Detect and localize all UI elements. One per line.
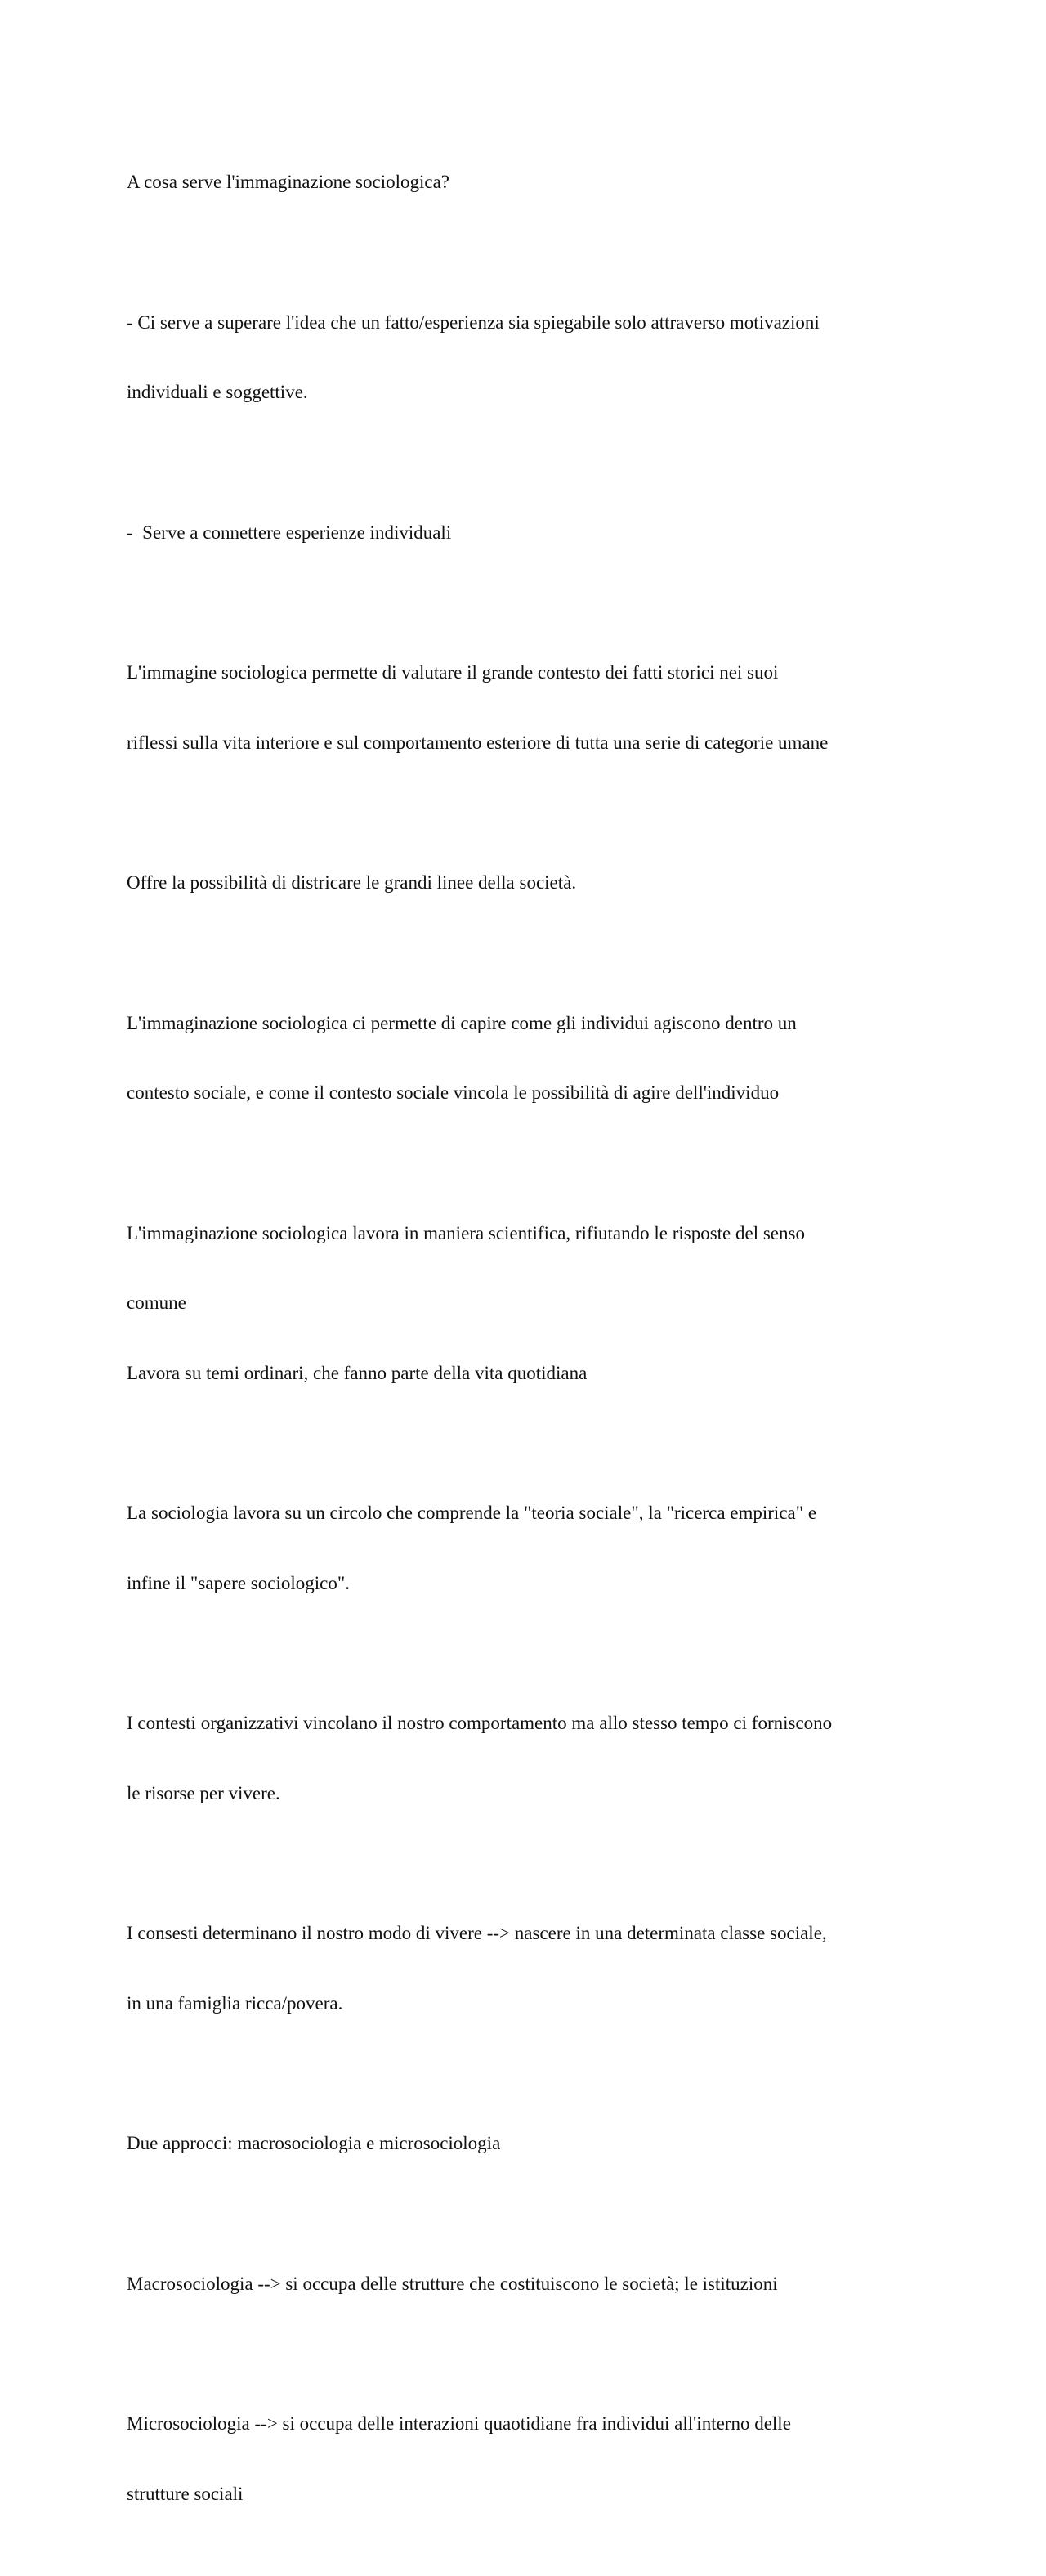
text-line: riflessi sulla vita interiore e sul comportamento esteriore di tutta una serie di categorie umane (127, 732, 829, 753)
text-line: Macrosociologia --> si occupa delle strutture che costituiscono le società; le istituzioni (127, 2273, 778, 2294)
paragraph-unravel-society (127, 825, 936, 942)
text-line: comune (127, 1292, 186, 1313)
paragraph-overcome-individual (127, 265, 936, 451)
text-line: A cosa serve l'immaginazione sociologica? (127, 172, 450, 192)
text-line: - Serve a connettere esperienze individuali (127, 522, 452, 543)
text-line: individuali e soggettive. (127, 382, 308, 402)
text-line: L'immagine sociologica permette di valutare il grande contesto dei fatti storici nei suoi (127, 662, 779, 683)
paragraph-contexts-determine (127, 1875, 936, 2062)
text-line: L'immaginazione sociologica lavora in maniera scientifica, rifiutando le risposte del senso (127, 1222, 805, 1243)
text-line: Offre la possibilità di districare le grandi linee della società. (127, 872, 577, 893)
paragraph-microsociology (127, 2366, 936, 2552)
paragraph-macrosociology (127, 2226, 936, 2343)
paragraph-sociological-image (127, 615, 936, 801)
paragraph-question (127, 124, 936, 241)
text-line: le risorse per vivere. (127, 1782, 280, 1803)
text-line: L'immaginazione sociologica ci permette di capire come gli individui agiscono dentro un (127, 1012, 797, 1033)
paragraph-individuals-context (127, 965, 936, 1152)
paragraph-organizational-contexts (127, 1665, 936, 1852)
paragraph-connect-experiences (127, 475, 936, 592)
text-line: - Ci serve a superare l'idea che un fatto/esperienza sia spiegabile solo attraverso motivazioni (127, 311, 820, 333)
text-line: Microsociologia --> si occupa delle interazioni quaotidiane fra individui all'interno delle (127, 2413, 791, 2434)
text-line: contesto sociale, e come il contesto sociale vincola le possibilità di agire dell'individuo (127, 1082, 780, 1103)
paragraph-two-approaches (127, 2085, 936, 2202)
text-line: Lavora su temi ordinari, che fanno parte della vita quotidiana (127, 1362, 588, 1383)
text-line: infine il "sapere sociologico". (127, 1572, 350, 1593)
text-line: strutture sociali (127, 2483, 244, 2504)
paragraph-sociology-circle (127, 1455, 936, 1642)
text-line: I consesti determinano il nostro modo di vivere --> nascere in una determinata classe sociale, (127, 1923, 827, 1943)
paragraph-scientific-method (127, 1176, 936, 1432)
text-line: in una famiglia ricca/povera. (127, 1992, 343, 2014)
text-line: I contesti organizzativi vincolano il nostro comportamento ma allo stesso tempo ci forniscono (127, 1713, 833, 1733)
text-line: La sociologia lavora su un circolo che comprende la "teoria sociale", la "ricerca empirica" e (127, 1503, 817, 1523)
text-line: Due approcci: macrosociologia e microsociologia (127, 2133, 501, 2153)
document-body (127, 124, 936, 2576)
